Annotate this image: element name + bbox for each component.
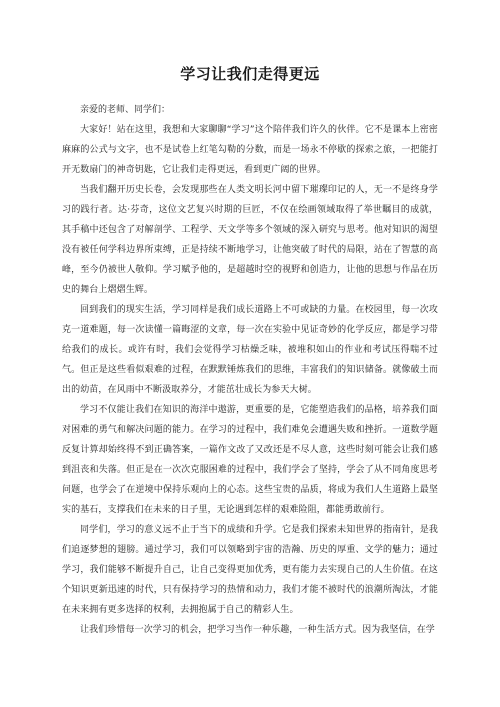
greeting: 亲爱的老师、同学们： bbox=[80, 105, 171, 115]
document-title: 学习让我们走得更远 bbox=[180, 65, 320, 83]
paragraph: 回到我们的现实生活，学习同样是我们成长道路上不可或缺的力量。在校园里，每一次攻克一道难题，每一次读懂一篇晦涩的文章，每一次在实验中见证奇妙的化学反应，都是学习带给我们的成长。或许有时，我们会觉得学习枯燥乏味，被堆积如山的作业和考试压得喘不过气。但正是这些看似艰难的过程，在默默锤炼我们的思维，丰富我们的知识储备。就像破土而出的幼苗，在风雨中不断汲取养分，才能茁壮成长为参天大树。 bbox=[62, 305, 438, 395]
paragraph: 学习不仅能让我们在知识的海洋中遨游，更重要的是，它能塑造我们的品格，培养我们面对困难的勇气和解决问题的能力。在学习的过程中，我们难免会遭遇失败和挫折。一道数学题反复计算却始终得不到正确答案，一篇作文改了又改还是不尽人意，这些时刻可能会让我们感到沮丧和失落。但正是在一次次克服困难的过程中，我们学会了坚持，学会了从不同角度思考问题，也学会了在逆境中保持乐观向上的心态。这些宝贵的品质，将成为我们人生道路上最坚实的基石，支撑我们在未来的日子里，无论遇到怎样的艰难险阻，都能勇敢前行。 bbox=[62, 405, 438, 515]
paragraph: 大家好！站在这里，我想和大家聊聊“学习”这个陪伴我们许久的伙伴。它不是课本上密密麻麻的公式与文字，也不是试卷上红笔勾勒的分数，而是一场永不停歇的探索之旅，一把能打开无数扇门的神奇钥匙，它让我们走得更远，看到更广阔的世界。 bbox=[62, 125, 438, 175]
paragraph: 同学们，学习的意义远不止于当下的成绩和升学。它是我们探索未知世界的指南针，是我们追逐梦想的翅膀。通过学习，我们可以领略到宇宙的浩瀚、历史的厚重、文学的魅力；通过学习，我们能够不断提升自己，让自己变得更加优秀，更有能力去实现自己的人生价值。在这个知识更新迅速的时代，只有保持学习的热情和动力，我们才能不被时代的浪潮所淘汰，才能在未来拥有更多选择的权利，去拥抱属于自己的精彩人生。 bbox=[62, 525, 438, 615]
paragraph: 让我们珍惜每一次学习的机会，把学习当作一种乐趣，一种生活方式。因为我坚信，在学 bbox=[80, 625, 435, 635]
paragraph: 当我们翻开历史长卷，会发现那些在人类文明长河中留下璀璨印记的人，无一不是终身学习的践行者。达·芬奇，这位文艺复兴时期的巨匠，不仅在绘画领域取得了举世瞩目的成就，其手稿中还包含了对解剖学、工程学、天文学等多个领域的深入研究与思考。他对知识的渴望没有被任何学科边界所束缚，正是持续不断地学习，让他突破了时代的局限，站在了智慧的高峰，至今仍被世人敬仰。学习赋予他的，是超越时空的视野和创造力，让他的思想与作品在历史的舞台上熠熠生辉。 bbox=[62, 185, 438, 295]
